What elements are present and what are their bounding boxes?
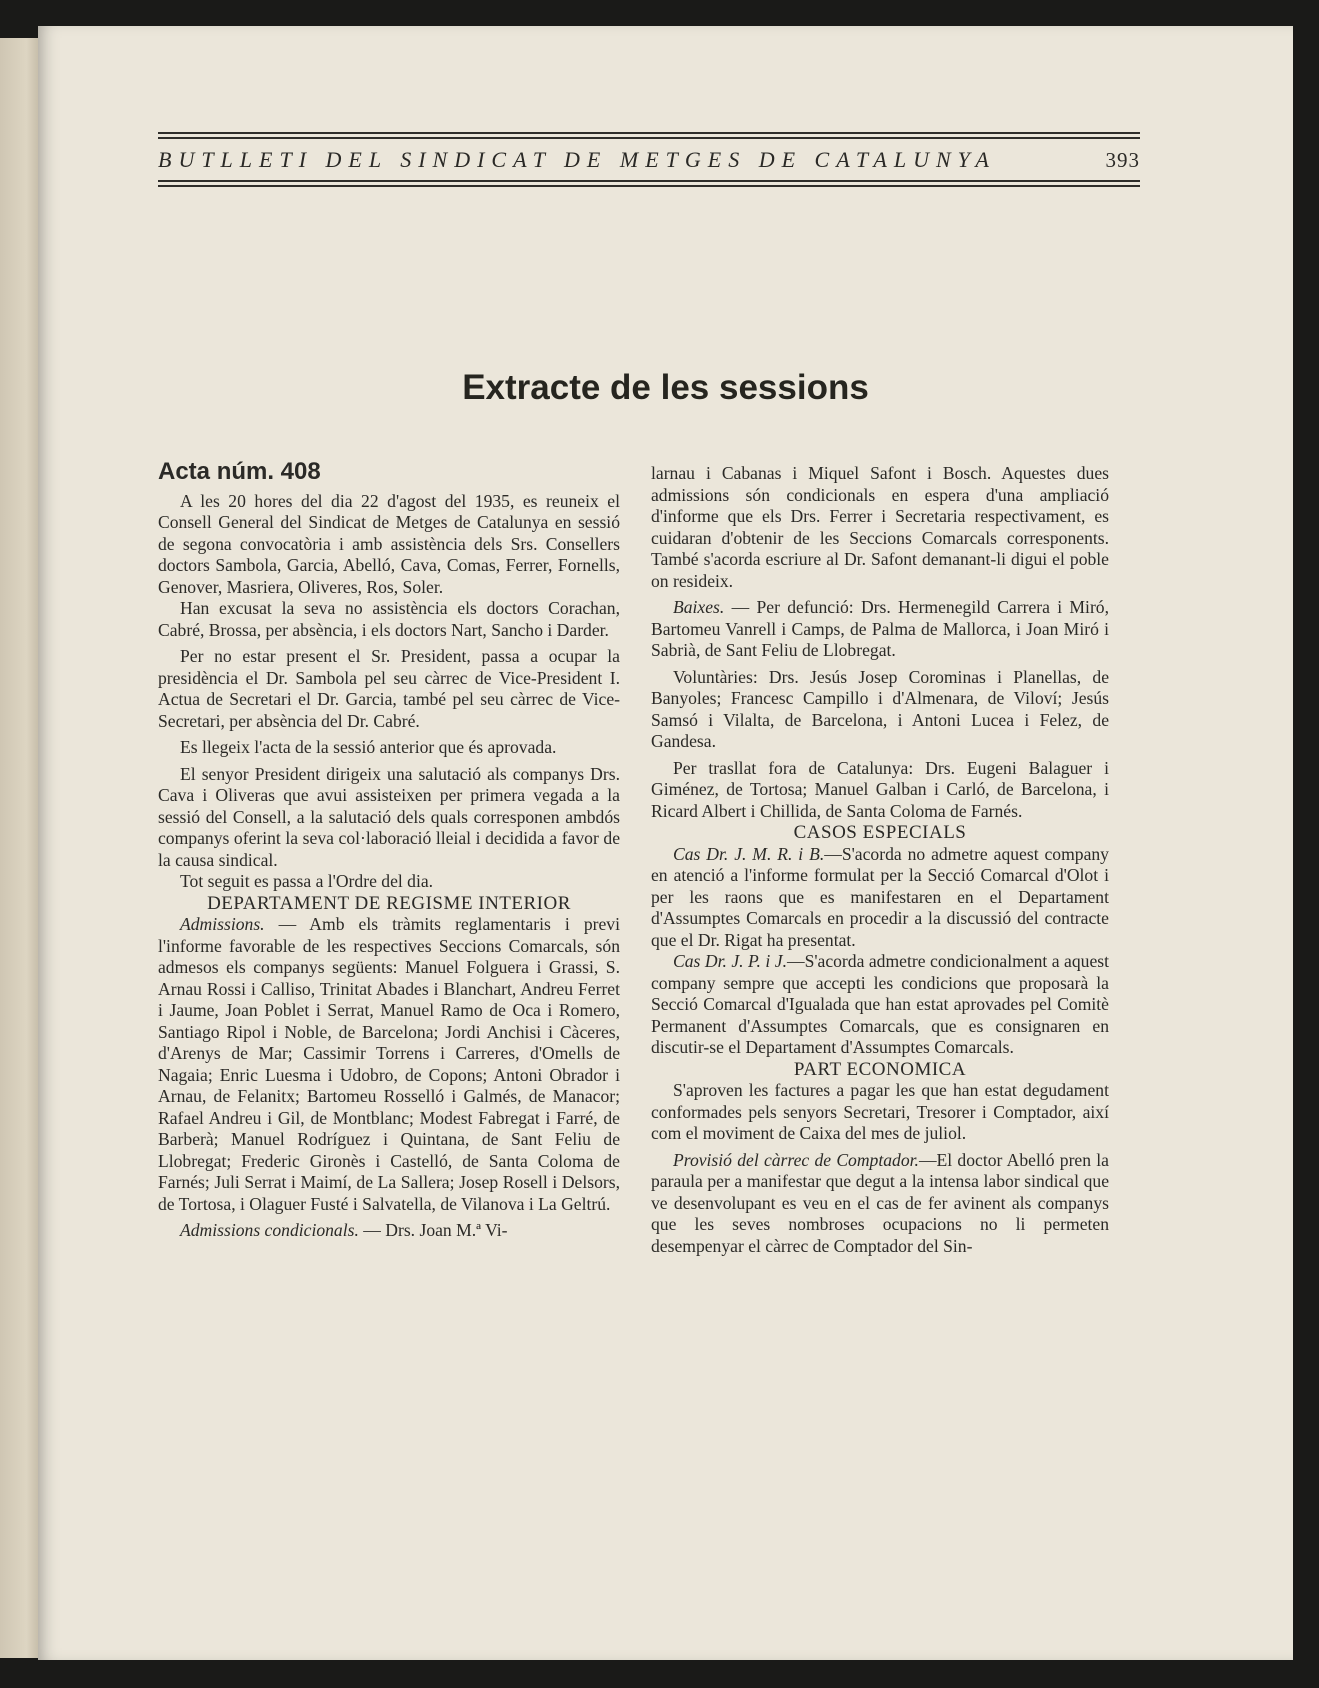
provisio-text: —El doctor Abelló pren la paraula per a manifestar que degut a la intensa labor sindical que ve desenvolupant es veu en el cas de fer avinent als companys que les seves nombroses ocupacions no li permeten desempenyar el càrrec de Comptador del Sin- [651,1149,1109,1256]
cas-2-label: Cas Dr. J. P. i J. [673,951,787,971]
paragraph-cas-1 [651,844,1109,952]
cas-2-text: —S'acorda admetre condicionalment a aquest company sempre que accepti les condicions que proposarà la Secció Comarcal d'Igualada que han estat aprovades pel Comitè Permanent d'Assumptes Comarcals, que es consignaren en discutir-se el Departament d'Assumptes Comarcals. [651,951,1109,1057]
paragraph-attendance: A les 20 hores del dia 22 d'agost del 1935, es reuneix el Consell General del Sindicat de Metges de Catalunya en sessió de segona convocatòria i amb assistència dels Srs. Consellers doctors Sambola, Garcia, Abelló, Cava, Comas, Ferrer, Fornells, Genover, Masriera, Oliveres, Ros, Soler. [158,490,620,597]
paragraph-previous-minutes: Es llegeix l'acta de la sessió anterior que és aprovada. [180,737,557,757]
page-number: 393 [1105,148,1140,172]
section-heading-regisme-interior: DEPARTAMENT DE REGISME INTERIOR [207,892,571,914]
article-title: Extracte de les sessions [462,368,869,407]
journal-page [38,26,1293,1660]
baixes-label: Baixes. [673,597,725,617]
paragraph-baixes [651,597,1109,662]
paragraph-admissions [158,914,620,1215]
paragraph-conditional-admissions [158,1220,620,1242]
paragraph-agenda: Tot seguit es passa a l'Ordre del dia. [180,871,434,891]
right-column [651,463,1109,1257]
baixes-text: — Per defunció: Drs. Hermenegild Carrera i Miró, Bartomeu Vanrell i Camps, de Palma de Mallorca, i Joan Miró i Sabrià, de Sant Feliu de Llobregat. [651,597,1109,660]
paragraph-provisio-comptador [651,1150,1109,1258]
paragraph-cas-2 [651,951,1109,1059]
bottom-rule [158,180,1140,182]
admissions-text: — Amb els tràmits reglamentaris i previ l'informe favorable de les respectives Seccions Comarcals, són admesos els companys següents: Manuel Folguera i Grassi, S. Arnau Rossi i Calliso, Trinitat Abades i Blanchart, Andreu Ferret i Jaume, Joan Poblet i Serrat, Manuel Ramo de Oca i Romero, Santiago Ripol i Noble, de Barcelona; Jordi Anchisi i Càceres, d'Arenys de Mar; Cassimir Torrens i Carreres, d'Omells de Nagaia; Enric Luesma i Udobro, de Copons; Antoni Obrador i Arnau, de Felanitx; Bartomeu Rosselló i Galmés, de Manacor; Rafael Andreu i Gil, de Montblanc; Modest Fabregat i Farré, de Barberà; Manuel Rodríguez i Quintana, de Sant Feliu de Llobregat; Frederic Gironès i Castelló, de Santa Coloma de Farnés; Juli Serrat i Maimí, de La Sallera; Josep Rosell i Delsors, de Tortosa, i Olaguer Fusté i Salvatella, de Vilanova i La Geltrú. [158,914,620,1214]
section-heading-part-economica: PART ECONOMICA [793,1058,967,1080]
cas-1-label: Cas Dr. J. M. R. i B. [673,843,825,864]
paragraph-factures: S'aproven les factures a pagar les que han estat degudament conformades pels senyors Secretari, Tresorer i Comptador, així com el moviment de Caixa del mes de juliol. [651,1080,1109,1143]
section-heading-casos-especials: CASOS ESPECIALS [793,822,967,843]
acta-heading: Acta núm. 408 [158,458,321,485]
running-head [158,132,1140,187]
paragraph-conditional-continued: larnau i Cabanas i Miquel Safont i Bosch. Aquestes dues admissions són condicionals en espera d'una ampliació d'informe que els Drs. Ferrer i Secretaria respectivament, es cuidaran d'obtenir de les Seccions Comarcals corresponents. També s'acorda escriure al Dr. Safont demanant-li digui el poble on resideix. [651,463,1109,591]
paragraph-excused: Han excusat la seva no assistència els doctors Corachan, Cabré, Brossa, per absència, i els doctors Nart, Sancho i Darder. [158,598,620,640]
admissions-label: Admissions. [180,914,265,934]
paragraph-presidency: Per no estar present el Sr. President, passa a ocupar la presidència el Dr. Sambola pel seu càrrec de Vice-President I. Actua de Secretari el Dr. Garcia, també pel seu càrrec de Vice-Secretari, per absència del Dr. Cabré. [158,646,620,731]
paragraph-voluntaries: Voluntàries: Drs. Jesús Josep Corominas i Planellas, de Banyoles; Francesc Campillo i d'Almenara, de Viloví; Jesús Samsó i Vilalta, de Barcelona, i Antoni Lucea i Felez, de Gandesa. [651,666,1109,751]
paragraph-trasllat: Per trasllat fora de Catalunya: Drs. Eugeni Balaguer i Giménez, de Tortosa; Manuel Galban i Carló, de Barcelona, i Ricard Albert i Chillida, de Santa Coloma de Farnés. [651,757,1109,821]
conditional-admissions-text: — Drs. Joan M.ª Vi- [358,1220,508,1240]
paragraph-greeting: El senyor President dirigeix una salutació als companys Drs. Cava i Oliveras que avui assisteixen per primera vegada a la sessió del Consell, a la salutació dels quals corresponen ambdós companys oferint la seva col·laboració lleial i decidida a favor de la causa sindical. [158,763,620,870]
conditional-admissions-label: Admissions condicionals. [180,1220,359,1240]
left-column [158,458,620,1242]
cas-1-text: —S'acorda no admetre aquest company en atenció a l'informe formulat per la Secció Comarcal d'Olot i per les raons que es manifestaren en el Departament d'Assumptes Comarcals en procedir a la discussió del contracte que el Dr. Rigat ha presentat. [651,843,1109,950]
top-rule [158,132,1140,134]
journal-title: BUTLLETI DEL SINDICAT DE METGES DE CATALUNYA [158,147,996,172]
provisio-label: Provisió del càrrec de Comptador. [673,1149,919,1170]
bottom-rule-2 [158,185,1140,187]
